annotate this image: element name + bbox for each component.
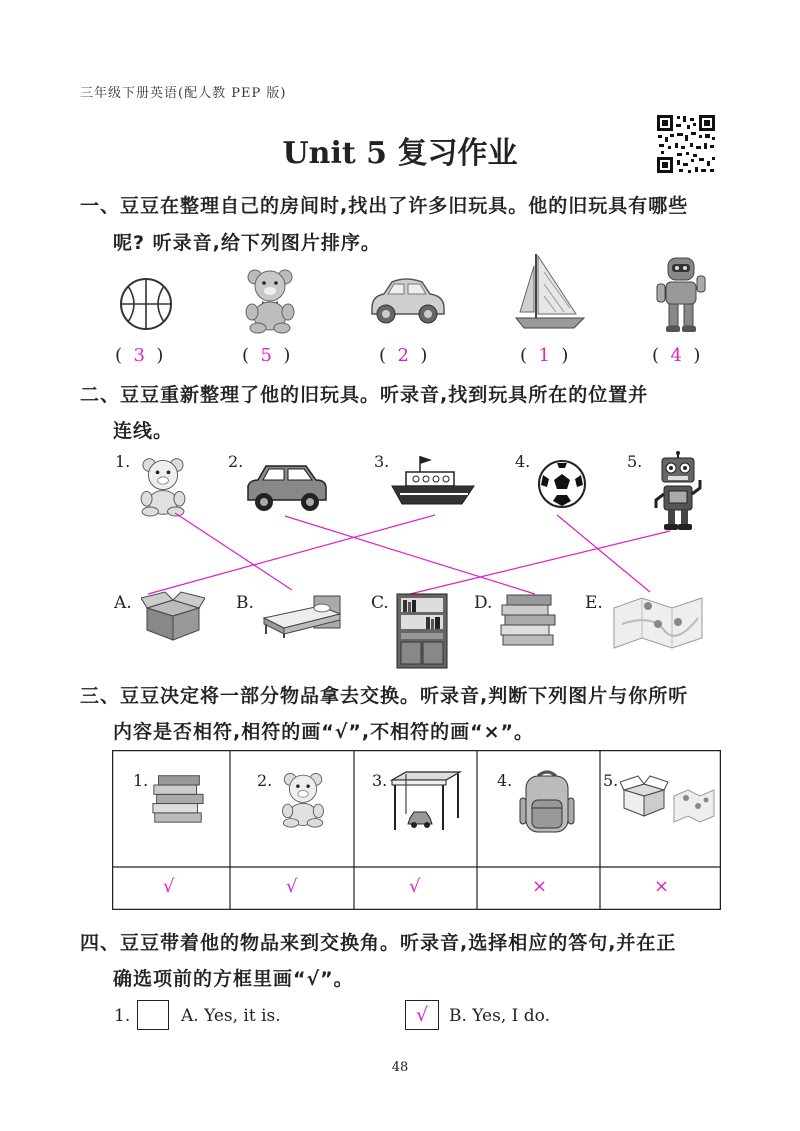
- judgement-mark-3: √: [409, 876, 421, 897]
- cell-number-1: 1.: [133, 771, 149, 790]
- part4-heading: 四、豆豆带着他的物品来到交换角。听录音,选择相应的答句,并在正: [80, 932, 677, 954]
- teddy-bear-icon: [134, 455, 192, 517]
- match-line-3-a: [148, 515, 435, 594]
- backpack-icon: [518, 768, 576, 836]
- toy-number-4: 4.: [515, 452, 531, 471]
- judgement-mark-2: √: [286, 876, 298, 897]
- place-letter-c: C.: [371, 593, 389, 613]
- sailboat-icon: [514, 252, 588, 332]
- place-letter-d: D.: [474, 593, 493, 613]
- match-line-1-b: [175, 513, 292, 590]
- map-icon: [612, 594, 704, 650]
- option-b-text: B. Yes, I do.: [449, 1006, 550, 1026]
- cell-number-5: 5.: [603, 771, 619, 790]
- judgement-mark-5: ×: [654, 876, 670, 897]
- page-number: 48: [391, 1060, 409, 1075]
- match-line-4-e: [557, 515, 650, 592]
- cell-number-4: 4.: [497, 771, 513, 790]
- match-line-5-c: [410, 531, 670, 594]
- book-header: 三年级下册英语(配人教 PEP 版): [80, 86, 287, 101]
- cell-number-2: 2.: [257, 771, 273, 790]
- soccer-ball-icon: [537, 459, 587, 509]
- place-letter-b: B.: [236, 593, 254, 613]
- toy-number-3: 3.: [374, 452, 390, 471]
- question-number: 1.: [114, 1006, 131, 1026]
- bookcase-icon: [396, 593, 448, 669]
- place-letter-e: E.: [585, 593, 603, 613]
- match-line-2-d: [285, 516, 535, 594]
- toy-number-1: 1.: [115, 452, 131, 471]
- answer-value: 1: [538, 345, 550, 366]
- option-a-text: A. Yes, it is.: [181, 1006, 281, 1026]
- qr-code-icon: [655, 113, 717, 175]
- answer-value: 4: [670, 345, 682, 366]
- judgement-mark-1: √: [163, 876, 175, 897]
- desk-with-car-icon: [390, 768, 462, 832]
- answer-blank-1: ( 3 ): [115, 345, 164, 366]
- answer-value: 5: [260, 345, 272, 366]
- cell-number-3: 3.: [372, 771, 388, 790]
- answer-blank-5: ( 4 ): [652, 345, 701, 366]
- toy-number-2: 2.: [228, 452, 244, 471]
- part3-heading: 三、豆豆决定将一部分物品拿去交换。听录音,判断下列图片与你所听: [80, 685, 689, 707]
- teddy-bear-icon: [276, 770, 330, 828]
- place-letter-a: A.: [114, 593, 132, 613]
- judgement-mark-4: ×: [532, 876, 548, 897]
- car-icon: [366, 272, 448, 328]
- page-title: Unit 5 复习作业: [282, 136, 518, 171]
- ball-icon: [118, 276, 174, 332]
- robot-icon: [648, 450, 710, 532]
- box-icon: [141, 590, 205, 642]
- teddy-bear-icon: [240, 266, 300, 334]
- part2-heading-cont: 连线。: [113, 420, 174, 442]
- books-icon: [150, 772, 206, 824]
- answer-blank-2: ( 5 ): [242, 345, 291, 366]
- part1-heading-cont: 呢? 听录音,给下列图片排序。: [113, 232, 381, 254]
- car-icon: [244, 460, 330, 516]
- box-and-map-icon: [620, 774, 716, 826]
- checkbox-option-a[interactable]: [137, 1000, 169, 1030]
- answer-value: 2: [397, 345, 409, 366]
- part3-heading-cont: 内容是否相符,相符的画“√”,不相符的画“×”。: [113, 721, 534, 743]
- answer-blank-3: ( 2 ): [379, 345, 428, 366]
- answer-blank-4: ( 1 ): [520, 345, 569, 366]
- boat-icon: [390, 454, 476, 514]
- part1-heading: 一、豆豆在整理自己的房间时,找出了许多旧玩具。他的旧玩具有哪些: [80, 195, 689, 217]
- bed-icon: [258, 592, 344, 638]
- answer-value: 3: [133, 345, 145, 366]
- robot-icon: [654, 254, 708, 334]
- books-icon: [499, 591, 557, 647]
- part2-heading: 二、豆豆重新整理了他的旧玩具。听录音,找到玩具所在的位置并: [80, 384, 649, 406]
- toy-number-5: 5.: [627, 452, 643, 471]
- part4-heading-cont: 确选项前的方框里画“√”。: [113, 968, 354, 990]
- checkbox-option-b[interactable]: √: [405, 1000, 439, 1030]
